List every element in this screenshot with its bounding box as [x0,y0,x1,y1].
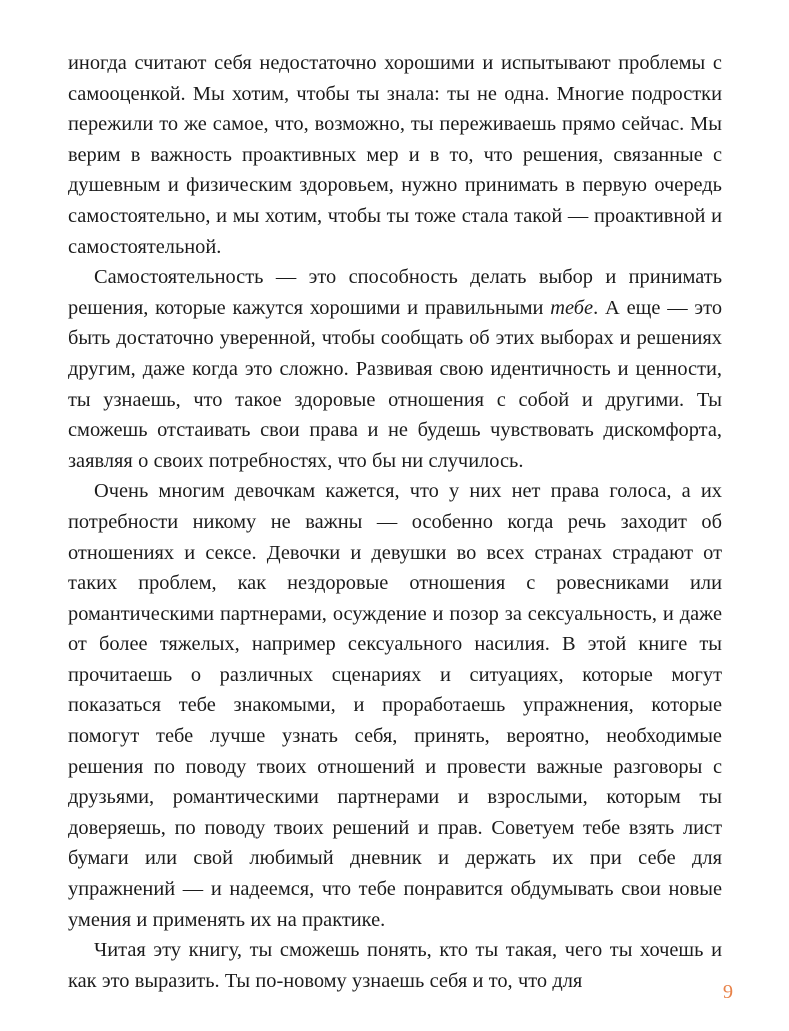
paragraph-1: иногда считают себя недостаточно хорошими и испытывают проблемы с самооценкой. Мы хотим, чтобы ты знала: ты не одна. Многие подростки пережили то же самое, что, возможно, ты переживаешь прямо сейчас. Мы верим в важность проактивных мер и в то, что решения, связанные с душевным и физическим здоровьем, нужно принимать в первую очередь самостоятельно, и мы хотим, чтобы ты тоже стала такой — проактивной и самостоятельной. [68,52,722,258]
paragraph-3: Очень многим девочкам кажется, что у них нет права голоса, а их потребности никому не важны — особенно когда речь заходит об отношениях и сексе. Девочки и девушки во всех странах страдают от таких проблем, как нездоровые отношения с ровесниками или романтическими партнерами, осуждение и позор за сексуальность, и даже от более тяжелых, например сексуального насилия. В этой книге ты прочитаешь о различных сценариях и ситуациях, которые могут показаться тебе знакомыми, и проработаешь упражнения, которые помогут тебе лучше узнать себя, принять, вероятно, необходимые решения по поводу твоих отношений и провести важные разговоры с друзьями, романтическими партнерами и взрослыми, которым ты доверяешь, по поводу твоих решений и прав. Советуем тебе взять лист бумаги или свой любимый дневник и держать их при себе для упражнений — и надеемся, что тебе понравится обдумывать свои новые умения и применять их на практике. [68,480,722,931]
page-number: 9 [722,981,734,1003]
paragraph-2-segment-1: Самостоятельность — это способность делать выбор и принимать решения, которые кажутся хорошими и правильными [68,266,722,319]
paragraph-2-emphasis: тебе [550,296,594,319]
paragraph-2-segment-3: . А еще — это быть достаточно уверенной, чтобы сообщать об этих выборах и решениях другим, даже когда это сложно. Развивая свою идентичность и ценности, ты узнаешь, что такое здоровые отношения с собой и другими. Ты сможешь отстаивать свои права и не будешь чувствовать дискомфорта, заявляя о своих потребностях, что бы ни случилось. [68,296,723,472]
page-text-column [68,48,722,996]
paragraph-4: Читая эту книгу, ты сможешь понять, кто ты такая, чего ты хочешь и как это выразить. Ты по-новому узнаешь себя и то, что для [68,939,722,992]
paragraph-2 [68,262,722,476]
